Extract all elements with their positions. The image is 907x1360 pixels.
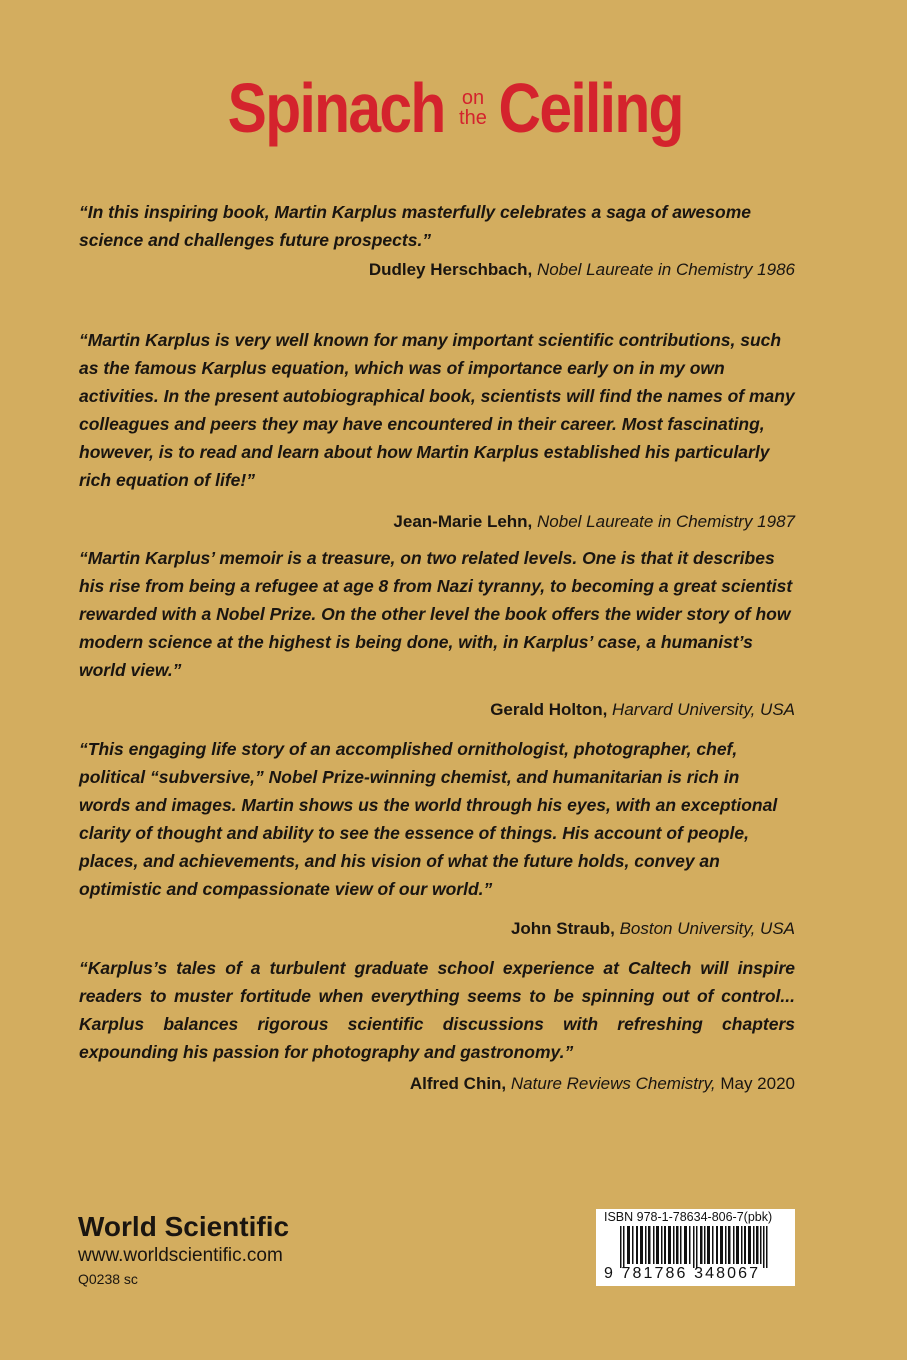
quote-text: “This engaging life story of an accomplished ornithologist, photographer, chef, political “subversive,” Nobel Prize-winning chemist, and humanitarian is rich in words and images. Martin shows us the world through his eyes, with an exceptional clarity of thought and ability to see the essence of things. His account of people, places, and achievements, and his vision of what the future holds, convey an optimistic and compassionate view of our world.” (79, 739, 778, 899)
book-title (0, 68, 907, 148)
quote-affiliation: Nobel Laureate in Chemistry 1986 (537, 260, 795, 279)
publisher-url: www.worldscientific.com (78, 1245, 283, 1266)
endorsement-5 (79, 954, 795, 1096)
quote-author: Dudley Herschbach, (368, 260, 533, 279)
quote-author: John Straub, (510, 919, 615, 938)
title-word-ceiling: Ceiling (498, 69, 683, 147)
title-small-the: the (459, 107, 487, 129)
quote-affiliation: Boston University, USA (619, 919, 795, 938)
quote-attribution (79, 1072, 795, 1096)
quote-text: “Martin Karplus is very well known for many important scientific contributions, such as the famous Karplus equation, which was of importance early on in my own activities. In the present autobiographical book, scientists will find the names of many colleagues and peers they may have encountered in their career. Most fascinating, however, is to read and learn about how Martin Karplus established his particularly rich equation of life!” (79, 330, 795, 490)
quote-attribution (79, 698, 795, 722)
quote-author: Alfred Chin, (409, 1074, 507, 1093)
barcode-icon (596, 1226, 795, 1268)
quote-affiliation: Nature Reviews Chemistry, (510, 1074, 716, 1093)
quote-affiliation: Nobel Laureate in Chemistry 1987 (537, 512, 795, 531)
publisher-block (78, 1210, 289, 1290)
publisher-name: World Scientific (78, 1211, 290, 1242)
quote-attribution (79, 917, 795, 941)
endorsement-1 (79, 198, 795, 282)
endorsement-3 (79, 544, 795, 722)
endorsement-4 (79, 735, 795, 941)
quote-author: Gerald Holton, (490, 700, 608, 719)
isbn-text: ISBN 978-1-78634-806-7(pbk) (604, 1210, 773, 1224)
title-small-on: on (461, 87, 485, 109)
quote-text: “Martin Karplus’ memoir is a treasure, on two related levels. One is that it describes his rise from being a refugee at age 8 from Nazi tyranny, to becoming a great scientist rewarded with a Nobel Prize. On the other level the book offers the wider story of how modern science at the highest is being done, with, in Karplus’ case, a humanist’s world view.” (79, 548, 793, 680)
quote-affiliation: Harvard University, USA (612, 700, 795, 719)
quote-date: May 2020 (720, 1074, 795, 1093)
isbn-barcode (596, 1209, 795, 1286)
publisher-code: Q0238 sc (78, 1271, 138, 1287)
quote-text: “Karplus’s tales of a turbulent graduate school experience at Caltech will inspire readers to muster fortitude when everything seems to be spinning out of control... Karplus balances rigorous scientific discussions with refreshing chapters expounding his passion for photography and gastronomy.” (79, 958, 795, 1062)
quote-attribution (79, 510, 795, 534)
barcode-digits: 9 781786 348067 (604, 1265, 761, 1282)
quote-author: Jean-Marie Lehn, (393, 512, 533, 531)
quote-attribution (79, 258, 795, 282)
endorsement-2 (79, 326, 795, 534)
quote-text: “In this inspiring book, Martin Karplus masterfully celebrates a saga of awesome science and challenges future prospects.” (79, 202, 751, 250)
title-word-spinach: Spinach (227, 69, 445, 147)
title-small-words (459, 88, 487, 128)
